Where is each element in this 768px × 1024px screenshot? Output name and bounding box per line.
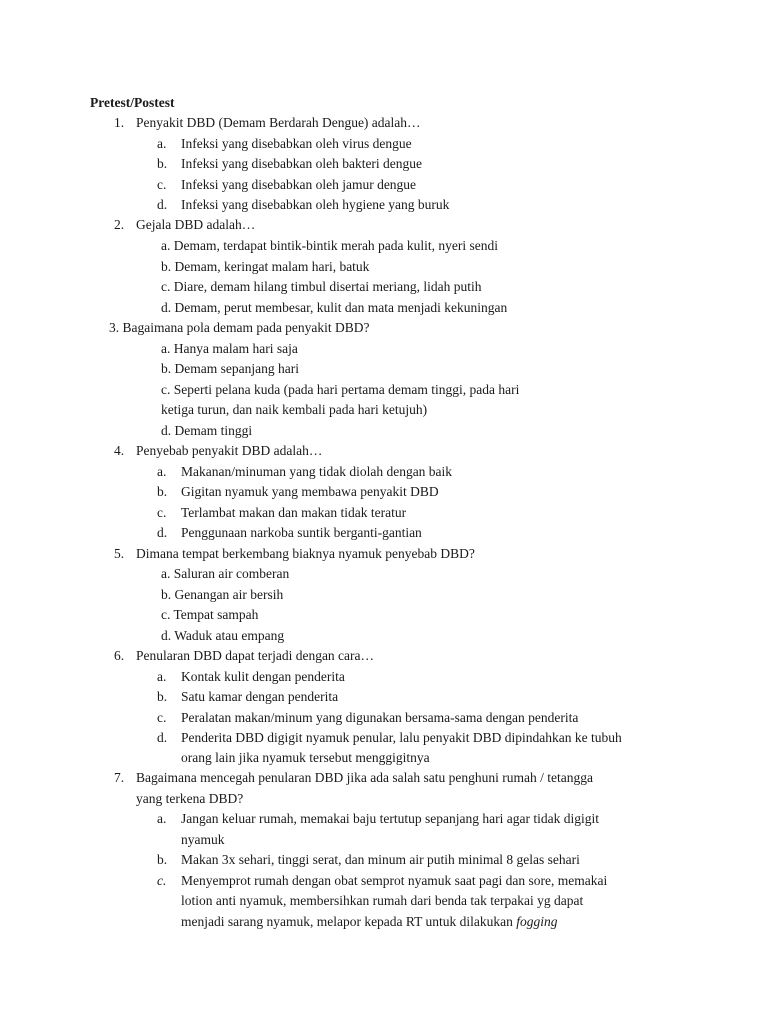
option-letter: b. [157,852,168,867]
option-text: a. Saluran air comberan [161,566,290,581]
option-text: Penderita DBD digigit nyamuk penular, lalu penyakit DBD dipindahkan ke tubuh [181,730,622,745]
option-text: b. Demam sepanjang hari [161,361,299,376]
question-number: 1. [114,115,125,130]
question-text-continuation: yang terkena DBD? [136,791,244,806]
option-text: a. Demam, terdapat bintik-bintik merah pada kulit, nyeri sendi [161,238,499,253]
option-text: Satu kamar dengan penderita [181,689,339,704]
option-letter: c. [157,710,167,725]
option-letter: c. [157,505,167,520]
option-text: Infeksi yang disebabkan oleh jamur dengue [181,177,417,192]
option-text: c. Tempat sampah [161,607,259,622]
question-text: Dimana tempat berkembang biaknya nyamuk penyebab DBD? [136,546,475,561]
italic-term: fogging [516,914,558,929]
option-text: Terlambat makan dan makan tidak teratur [181,505,407,520]
option-text: Peralatan makan/minum yang digunakan bersama-sama dengan penderita [181,710,579,725]
option-text-continuation: lotion anti nyamuk, membersihkan rumah dari benda tak terpakai yg dapat [181,893,584,908]
option-text: Makan 3x sehari, tinggi serat, dan minum air putih minimal 8 gelas sehari [181,852,580,867]
option-letter: a. [157,136,167,151]
option-text: Infeksi yang disebabkan oleh bakteri dengue [181,156,423,171]
option-text: Penggunaan narkoba suntik berganti-gantian [181,525,422,540]
option-text: d. Demam, perut membesar, kulit dan mata menjadi kekuningan [161,300,508,315]
option-text: d. Waduk atau empang [161,628,285,643]
question-text: Bagaimana mencegah penularan DBD jika ada salah satu penghuni rumah / tetangga [136,770,593,785]
option-text: Kontak kulit dengan penderita [181,669,345,684]
option-text: c. Diare, demam hilang timbul disertai meriang, lidah putih [161,279,482,294]
option-text: Menyemprot rumah dengan obat semprot nyamuk saat pagi dan sore, memakai [181,873,608,888]
document-title: Pretest/Postest [90,95,175,110]
question-number: 6. [114,648,125,663]
option-letter: c. [157,177,167,192]
question-text: Gejala DBD adalah… [136,217,256,232]
option-text-segment: menjadi sarang nyamuk, melapor kepada RT untuk dilakukan [181,914,513,929]
option-text-continuation: ketiga turun, dan naik kembali pada hari ketujuh) [161,402,428,417]
option-letter: b. [157,156,168,171]
option-letter: c. [157,873,167,888]
option-letter: b. [157,689,168,704]
option-text: d. Demam tinggi [161,423,253,438]
question-text: Penularan DBD dapat terjadi dengan cara… [136,648,375,663]
option-letter: d. [157,730,168,745]
option-text-continuation [181,914,558,930]
question-number: 2. [114,217,125,232]
question-number: 4. [114,443,125,458]
question-text: Penyakit DBD (Demam Berdarah Dengue) adalah… [136,115,421,130]
question-number: 7. [114,770,125,785]
option-letter: a. [157,811,167,826]
option-letter: b. [157,484,168,499]
option-text: Infeksi yang disebabkan oleh hygiene yang buruk [181,197,450,212]
option-text: Gigitan nyamuk yang membawa penyakit DBD [181,484,439,499]
option-letter: d. [157,197,168,212]
option-text-continuation: nyamuk [181,832,225,847]
option-text: b. Demam, keringat malam hari, batuk [161,259,370,274]
question-text: Penyebab penyakit DBD adalah… [136,443,323,458]
option-letter: a. [157,669,167,684]
option-text: a. Hanya malam hari saja [161,341,298,356]
option-text: Makanan/minuman yang tidak diolah dengan baik [181,464,453,479]
question-number: 5. [114,546,125,561]
option-text: Jangan keluar rumah, memakai baju tertutup sepanjang hari agar tidak digigit [181,811,599,826]
option-letter: d. [157,525,168,540]
option-letter: a. [157,464,167,479]
question-text: 3. Bagaimana pola demam pada penyakit DBD? [109,320,370,335]
option-text: b. Genangan air bersih [161,587,284,602]
option-text-continuation: orang lain jika nyamuk tersebut menggigitnya [181,750,430,765]
option-text: c. Seperti pelana kuda (pada hari pertama demam tinggi, pada hari [161,382,520,397]
option-text: Infeksi yang disebabkan oleh virus dengue [181,136,412,151]
